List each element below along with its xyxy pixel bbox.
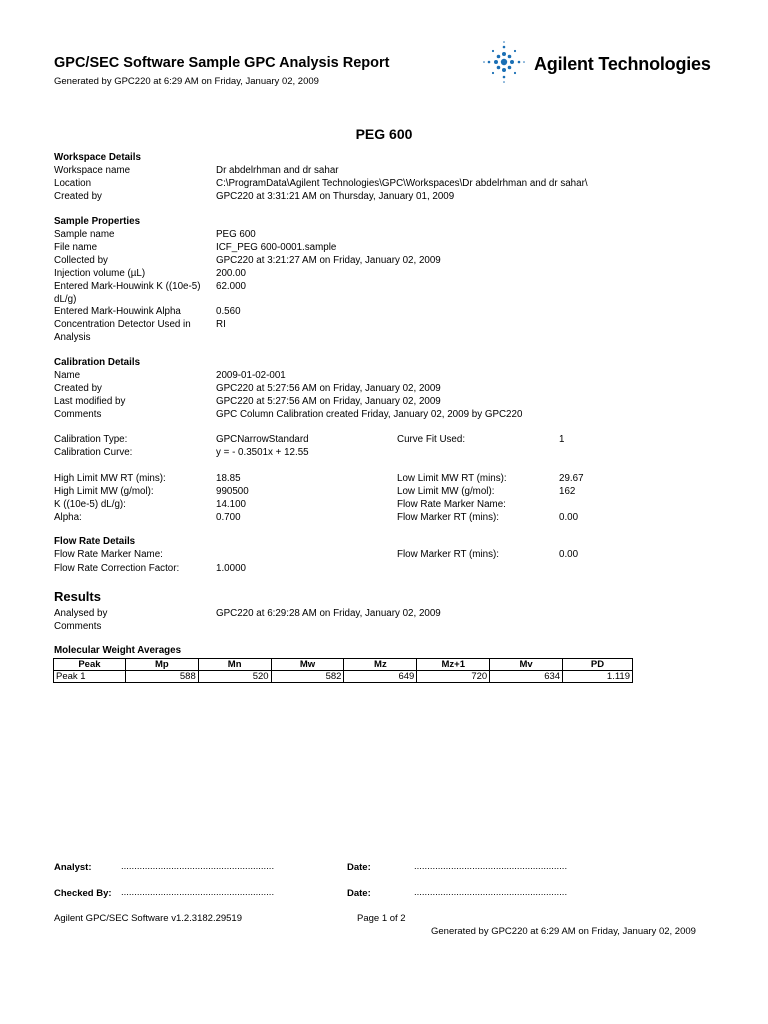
cal-comments-value: GPC Column Calibration created Friday, January 02, 2009 by GPC220 xyxy=(216,409,523,420)
mh-k-value: 62.000 xyxy=(216,281,246,292)
col-header-mw: Mw xyxy=(271,659,344,671)
flow-correction-value: 1.0000 xyxy=(216,563,246,574)
curve-fit-label: Curve Fit Used: xyxy=(397,434,466,445)
workspace-label: Workspace name xyxy=(54,165,131,176)
checked-date-label: Date: xyxy=(347,888,371,899)
cal-created-label: Created by xyxy=(54,383,102,394)
col-header-mv: Mv xyxy=(490,659,563,671)
sample-properties-heading: Sample Properties xyxy=(54,216,141,227)
cell-peak: Peak 1 xyxy=(54,671,126,683)
detector-label: Concentration Detector Used in Analysis xyxy=(54,319,191,343)
cal-comments-label: Comments xyxy=(54,409,102,420)
collected-by-value: GPC220 at 3:21:27 AM on Friday, January 02, 2009 xyxy=(216,255,441,266)
workspace-heading: Workspace Details xyxy=(54,152,141,163)
high-limit-mw-label: High Limit MW (g/mol): xyxy=(54,486,154,497)
low-limit-rt-value: 29.67 xyxy=(559,473,584,484)
sample-title: PEG 600 xyxy=(355,126,413,142)
cal-flow-marker-rt-value: 0.00 xyxy=(559,512,579,523)
created-by-value: GPC220 at 3:31:21 AM on Thursday, January 01, 2009 xyxy=(216,191,455,202)
curve-fit-value: 1 xyxy=(559,434,565,445)
cal-type-value: GPCNarrowStandard xyxy=(216,434,309,445)
col-header-peak: Peak xyxy=(54,659,126,671)
created-by-label: Created by xyxy=(54,191,102,202)
low-limit-rt-label: Low Limit MW RT (mins): xyxy=(397,473,507,484)
cal-created-value: GPC220 at 5:27:56 AM on Friday, January 02, 2009 xyxy=(216,383,441,394)
calibration-heading: Calibration Details xyxy=(54,357,141,368)
cal-name-value: 2009-01-02-001 xyxy=(216,370,286,381)
cal-k-label: K ((10e-5) dL/g): xyxy=(54,499,126,510)
file-name-label: File name xyxy=(54,242,98,253)
col-header-mz: Mz xyxy=(344,659,417,671)
detector-value: RI xyxy=(216,319,226,330)
low-limit-mw-value: 162 xyxy=(559,486,576,497)
cell-mv: 634 xyxy=(490,671,563,683)
analyst-label: Analyst: xyxy=(54,862,92,873)
cal-alpha-value: 0.700 xyxy=(216,512,241,523)
flow-marker-name-label: Flow Rate Marker Name: xyxy=(54,549,163,560)
mh-alpha-label: Entered Mark-Houwink Alpha xyxy=(54,306,181,317)
results-comments-label: Comments xyxy=(54,621,102,632)
checked-by-label: Checked By: xyxy=(54,888,112,899)
analysed-by-value: GPC220 at 6:29:28 AM on Friday, January 02, 2009 xyxy=(216,608,441,619)
cell-mz: 649 xyxy=(344,671,417,683)
file-name-value: ICF_PEG 600-0001.sample xyxy=(216,242,337,253)
location-value: C:\ProgramData\Agilent Technologies\GPC\Workspaces\Dr abdelrhman and dr sahar\ xyxy=(216,178,588,189)
software-version: Agilent GPC/SEC Software v1.2.3182.29519 xyxy=(54,913,243,924)
cell-mp: 588 xyxy=(125,671,198,683)
workspace-value: Dr abdelrhman and dr sahar xyxy=(216,165,339,176)
cell-mz1: 720 xyxy=(417,671,490,683)
table-row xyxy=(54,671,633,683)
flow-marker-rt-label: Flow Marker RT (mins): xyxy=(397,549,499,560)
mh-k-label: Entered Mark-Houwink K ((10e-5) dL/g) xyxy=(54,281,201,305)
cal-flow-marker-rt-label: Flow Marker RT (mins): xyxy=(397,512,499,523)
mw-table-header-row xyxy=(54,659,633,671)
col-header-mz1: Mz+1 xyxy=(417,659,490,671)
high-limit-rt-label: High Limit MW RT (mins): xyxy=(54,473,166,484)
high-limit-rt-value: 18.85 xyxy=(216,473,241,484)
agilent-spark-logo-icon xyxy=(480,40,528,84)
low-limit-mw-label: Low Limit MW (g/mol): xyxy=(397,486,495,497)
cal-name-label: Name xyxy=(54,370,81,381)
high-limit-mw-value: 990500 xyxy=(216,486,249,497)
cell-mn: 520 xyxy=(198,671,271,683)
agilent-logo-text: Agilent Technologies xyxy=(534,54,711,74)
checked-date-line: .......................................................... xyxy=(414,887,568,898)
injection-volume-label: Injection volume (µL) xyxy=(54,268,146,279)
footer-generated: Generated by GPC220 at 6:29 AM on Friday, January 02, 2009 xyxy=(431,926,696,937)
cell-pd: 1.119 xyxy=(563,671,633,683)
cal-k-value: 14.100 xyxy=(216,499,246,510)
analysed-by-label: Analysed by xyxy=(54,608,108,619)
location-label: Location xyxy=(54,178,92,189)
cal-alpha-label: Alpha: xyxy=(54,512,82,523)
mh-alpha-value: 0.560 xyxy=(216,306,241,317)
cal-modified-label: Last modified by xyxy=(54,396,126,407)
col-header-mp: Mp xyxy=(125,659,198,671)
mw-averages-table xyxy=(53,658,633,683)
collected-by-label: Collected by xyxy=(54,255,108,266)
analyst-signature-line: .......................................................... xyxy=(121,861,275,872)
report-title: GPC/SEC Software Sample GPC Analysis Report xyxy=(54,55,390,71)
injection-volume-value: 200.00 xyxy=(216,268,246,279)
cal-modified-value: GPC220 at 5:27:56 AM on Friday, January 02, 2009 xyxy=(216,396,441,407)
cal-type-label: Calibration Type: xyxy=(54,434,128,445)
flow-correction-label: Flow Rate Correction Factor: xyxy=(54,563,180,574)
col-header-pd: PD xyxy=(563,659,633,671)
cal-curve-value: y = - 0.3501x + 12.55 xyxy=(216,447,309,458)
analyst-date-line: .......................................................... xyxy=(414,861,568,872)
results-heading: Results xyxy=(54,589,101,604)
generated-line: Generated by GPC220 at 6:29 AM on Friday, January 02, 2009 xyxy=(54,76,319,87)
checked-by-signature-line: .......................................................... xyxy=(121,887,275,898)
page-number: Page 1 of 2 xyxy=(357,913,406,924)
flow-marker-rt-value: 0.00 xyxy=(559,549,579,560)
col-header-mn: Mn xyxy=(198,659,271,671)
sample-name-value: PEG 600 xyxy=(216,229,256,240)
mw-averages-heading: Molecular Weight Averages xyxy=(54,645,182,656)
cal-flow-marker-name-label: Flow Rate Marker Name: xyxy=(397,499,506,510)
cell-mw: 582 xyxy=(271,671,344,683)
analyst-date-label: Date: xyxy=(347,862,371,873)
flow-rate-heading: Flow Rate Details xyxy=(54,536,136,547)
sample-name-label: Sample name xyxy=(54,229,115,240)
cal-curve-label: Calibration Curve: xyxy=(54,447,133,458)
